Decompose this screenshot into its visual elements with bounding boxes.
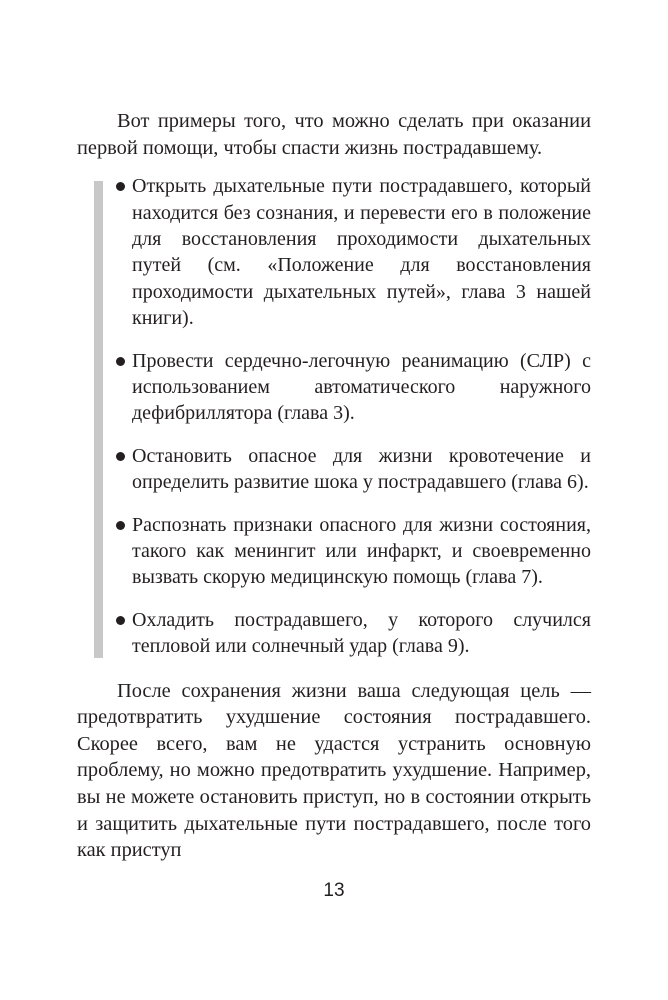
list-item — [116, 607, 591, 660]
list-item-text: Остановить опасное для жизни кровотечение и определить развитие шока у пострадавшего (глава 6). — [132, 444, 591, 494]
list-item — [116, 512, 591, 591]
list-item-text: Открыть дыхательные пути пострадавшего, который находится без сознания, и перевести его в положение для восстановления проходимости дыхательных путей (см. «Положение для восстановления проходимости дыхательных путей», глава 3 нашей книги). — [132, 175, 591, 330]
list-item — [116, 348, 591, 427]
bullet-dot-icon — [116, 616, 125, 625]
list-item — [116, 443, 591, 496]
intro-paragraph: Вот примеры того, что можно сделать при оказании первой помощи, чтобы спасти жизнь пострадавшему. — [77, 110, 591, 159]
bullet-dot-icon — [116, 357, 125, 366]
list-item-text: Распознать признаки опасного для жизни состояния, такого как менингит или инфаркт, и своевременно вызвать скорую медицинскую помощь (глава 7). — [132, 513, 591, 589]
page-content — [77, 108, 591, 864]
bullet-list — [116, 173, 591, 660]
page-number: 13 — [323, 880, 345, 901]
sidebar-rule — [94, 181, 103, 658]
bullet-dot-icon — [116, 521, 125, 530]
bullet-dot-icon — [116, 452, 125, 461]
closing-paragraph: После сохранения жизни ваша следующая цель — предотвратить ухудшение состояния пострадавшего. Скорее всего, вам не удастся устранить основную проблему, но можно предотвратить ухудшение. Например, вы не можете остановить приступ, но в состоянии открыть и защитить дыхательные пути пострадавшего, после того как приступ — [77, 679, 591, 862]
bullet-dot-icon — [116, 182, 125, 191]
bullet-list-block — [94, 173, 591, 660]
list-item-text: Охладить пострадавшего, у которого случился тепловой или солнечный удар (глава 9). — [132, 608, 591, 658]
list-item-text: Провести сердечно-легочную реанимацию (СЛР) с использованием автоматического наружного дефибриллятора (глава 3). — [132, 349, 591, 425]
list-item — [116, 173, 591, 331]
